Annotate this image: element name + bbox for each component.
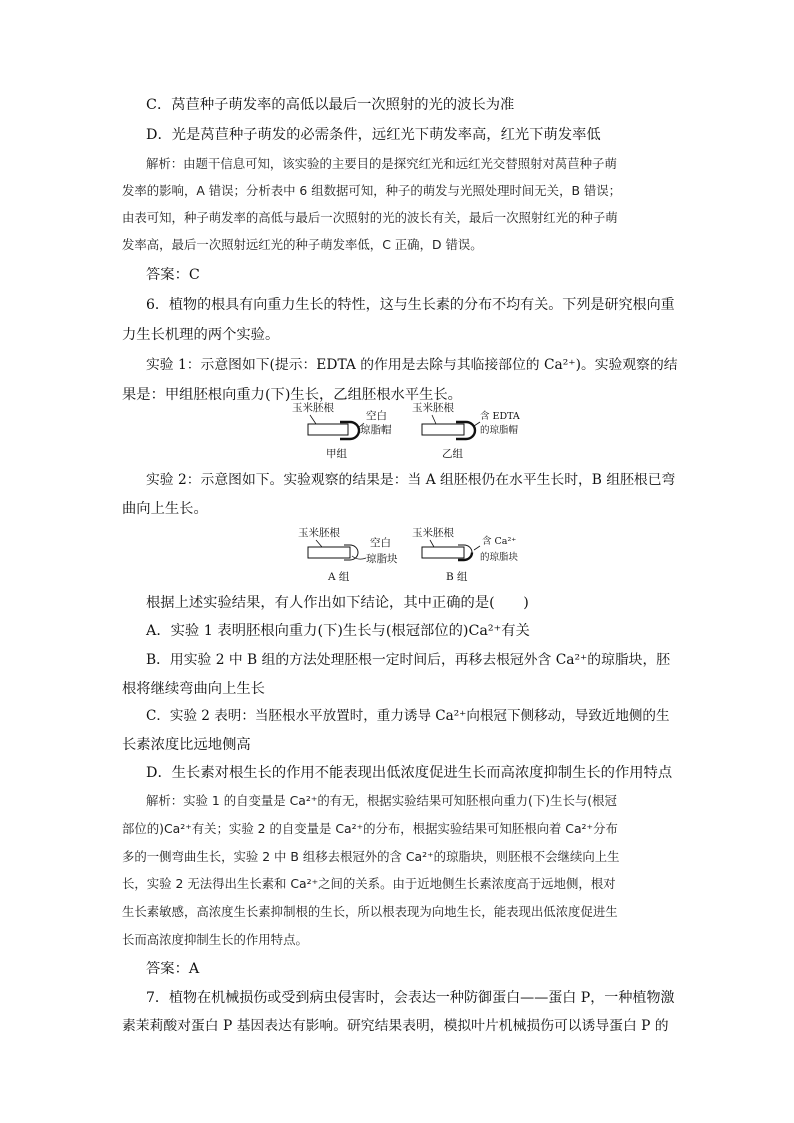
group-caption: A 组 bbox=[328, 571, 350, 583]
corn-root-label: 玉米胚根 bbox=[292, 402, 334, 414]
q5-option-d: D．光是莴苣种子萌发的必需条件，远红光下萌发率高，红光下萌发率低 bbox=[146, 127, 601, 143]
group-jia-diagram bbox=[292, 401, 392, 460]
q5-explanation-line: 由表可知，种子萌发率的高低与最后一次照射的光的波长有关，最后一次照射红光的种子萌 bbox=[122, 210, 618, 225]
q6-option-b: B．用实验 2 中 B 组的方法处理胚根一定时间后，再移去根冠外含 Ca²⁺的琼脂块，胚 bbox=[146, 652, 671, 668]
q5-explanation-line: 解析：由题干信息可知，该实验的主要目的是探究红光和远红光交替照射对莴苣种子萌 bbox=[146, 156, 617, 171]
agar-label: 含 Ca²⁺ bbox=[482, 536, 517, 547]
q6-stem-line: 力生长机理的两个实验。 bbox=[122, 327, 280, 343]
q6-answer: 答案：A bbox=[146, 961, 200, 977]
q6-explanation-line: 生长素敏感，高浓度生长素抑制根的生长，所以根表现为向地生长，能表现出低浓度促进生 bbox=[122, 904, 618, 919]
q6-option-b: 根将继续弯曲向上生长 bbox=[122, 681, 265, 697]
q6-option-a: A．实验 1 表明胚根向重力(下)生长与(根冠部位的)Ca²⁺有关 bbox=[146, 623, 530, 639]
q6-experiment2-line: 曲向上生长。 bbox=[122, 501, 208, 517]
q6-option-c: 长素浓度比远地侧高 bbox=[122, 737, 251, 753]
q5-option-c: C．莴苣种子萌发率的高低以最后一次照射的光的波长为准 bbox=[146, 97, 515, 113]
q6-option-c: C．实验 2 表明：当胚根水平放置时，重力诱导 Ca²⁺向根冠下侧移动，导致近地侧的生 bbox=[146, 708, 670, 724]
q5-explanation-line: 发率的影响，A 错误；分析表中 6 组数据可知，种子的萌发与光照处理时间无关，B 错误； bbox=[122, 183, 622, 198]
q5-explanation-line: 发率高，最后一次照射远红光的种子萌发率低，C 正确，D 错误。 bbox=[122, 237, 483, 252]
group-caption: B 组 bbox=[446, 571, 468, 583]
group-yi-diagram bbox=[412, 401, 520, 460]
group-caption: 乙组 bbox=[442, 448, 463, 460]
pointer-line bbox=[474, 546, 480, 550]
q7-stem-line: 7．植物在机械损伤或受到病虫侵害时，会表达一种防御蛋白——蛋白 P，一种植物激 bbox=[146, 990, 675, 1006]
agar-label: 琼脂块 bbox=[366, 553, 398, 565]
group-a-diagram bbox=[298, 526, 398, 583]
q6-option-d: D．生长素对根生长的作用不能表现出低浓度促进生长而高浓度抑制生长的作用特点 bbox=[146, 765, 673, 781]
q6-explanation-line: 长而高浓度抑制生长的作用特点。 bbox=[122, 932, 308, 947]
root-shape bbox=[422, 424, 464, 435]
pointer-line bbox=[316, 540, 322, 547]
q6-experiment2-line: 实验 2：示意图如下。实验观察的结果是：当 A 组胚根仍在水平生长时，B 组胚根已弯 bbox=[146, 472, 676, 488]
group-b-diagram bbox=[412, 526, 519, 583]
q6-experiment1-line: 实验 1：示意图如下(提示：EDTA 的作用是去除与其临接部位的 Ca²⁺)。实验观察的结 bbox=[146, 357, 678, 373]
q6-explanation-line: 长，实验 2 无法得出生长素和 Ca²⁺之间的关系。由于近地侧生长素浓度高于远地侧，根对 bbox=[122, 876, 616, 891]
pointer-line bbox=[432, 415, 436, 424]
agar-label: 琼脂帽 bbox=[360, 424, 392, 436]
pointer-line bbox=[310, 415, 316, 424]
group-caption: 甲组 bbox=[326, 448, 347, 460]
root-shape bbox=[422, 547, 464, 558]
q6-experiment1-line: 果是：甲组胚根向重力(下)生长，乙组胚根水平生长。 bbox=[122, 387, 462, 403]
agar-label: 空白 bbox=[366, 410, 387, 422]
agar-label: 含 EDTA bbox=[480, 411, 520, 422]
corn-root-label: 玉米胚根 bbox=[298, 527, 340, 539]
pointer-line bbox=[430, 540, 434, 547]
q6-explanation-line: 部位的)Ca²⁺有关；实验 2 的自变量是 Ca²⁺的分布，根据实验结果可知胚根向着 Ca²⁺分布 bbox=[122, 821, 618, 836]
experiment2-diagram bbox=[288, 520, 538, 588]
q5-answer: 答案：C bbox=[146, 267, 200, 283]
root-shape bbox=[308, 547, 350, 558]
corn-root-label: 玉米胚根 bbox=[412, 527, 454, 539]
corn-root-label: 玉米胚根 bbox=[412, 402, 454, 414]
q6-question: 根据上述实验结果，有人作出如下结论，其中正确的是( ) bbox=[146, 595, 529, 611]
root-shape bbox=[308, 424, 348, 435]
experiment1-diagram bbox=[290, 395, 530, 465]
agar-label: 空白 bbox=[370, 537, 391, 549]
q7-stem-line: 素茉莉酸对蛋白 P 基因表达有影响。研究结果表明，模拟叶片机械损伤可以诱导蛋白 P 的 bbox=[122, 1018, 669, 1034]
agar-label: 的琼脂帽 bbox=[480, 425, 519, 436]
q6-stem-line: 6．植物的根具有向重力生长的特性，这与生长素的分布不均有关。下列是研究根向重 bbox=[146, 297, 675, 313]
q6-explanation-line: 多的一侧弯曲生长，实验 2 中 B 组移去根冠外的含 Ca²⁺的琼脂块，则胚根不会继续向上生 bbox=[122, 849, 620, 864]
agar-label: 的琼脂块 bbox=[480, 552, 519, 563]
q6-explanation-line: 解析：实验 1 的自变量是 Ca²⁺的有无，根据实验结果可知胚根向重力(下)生长与(根冠 bbox=[146, 793, 617, 808]
